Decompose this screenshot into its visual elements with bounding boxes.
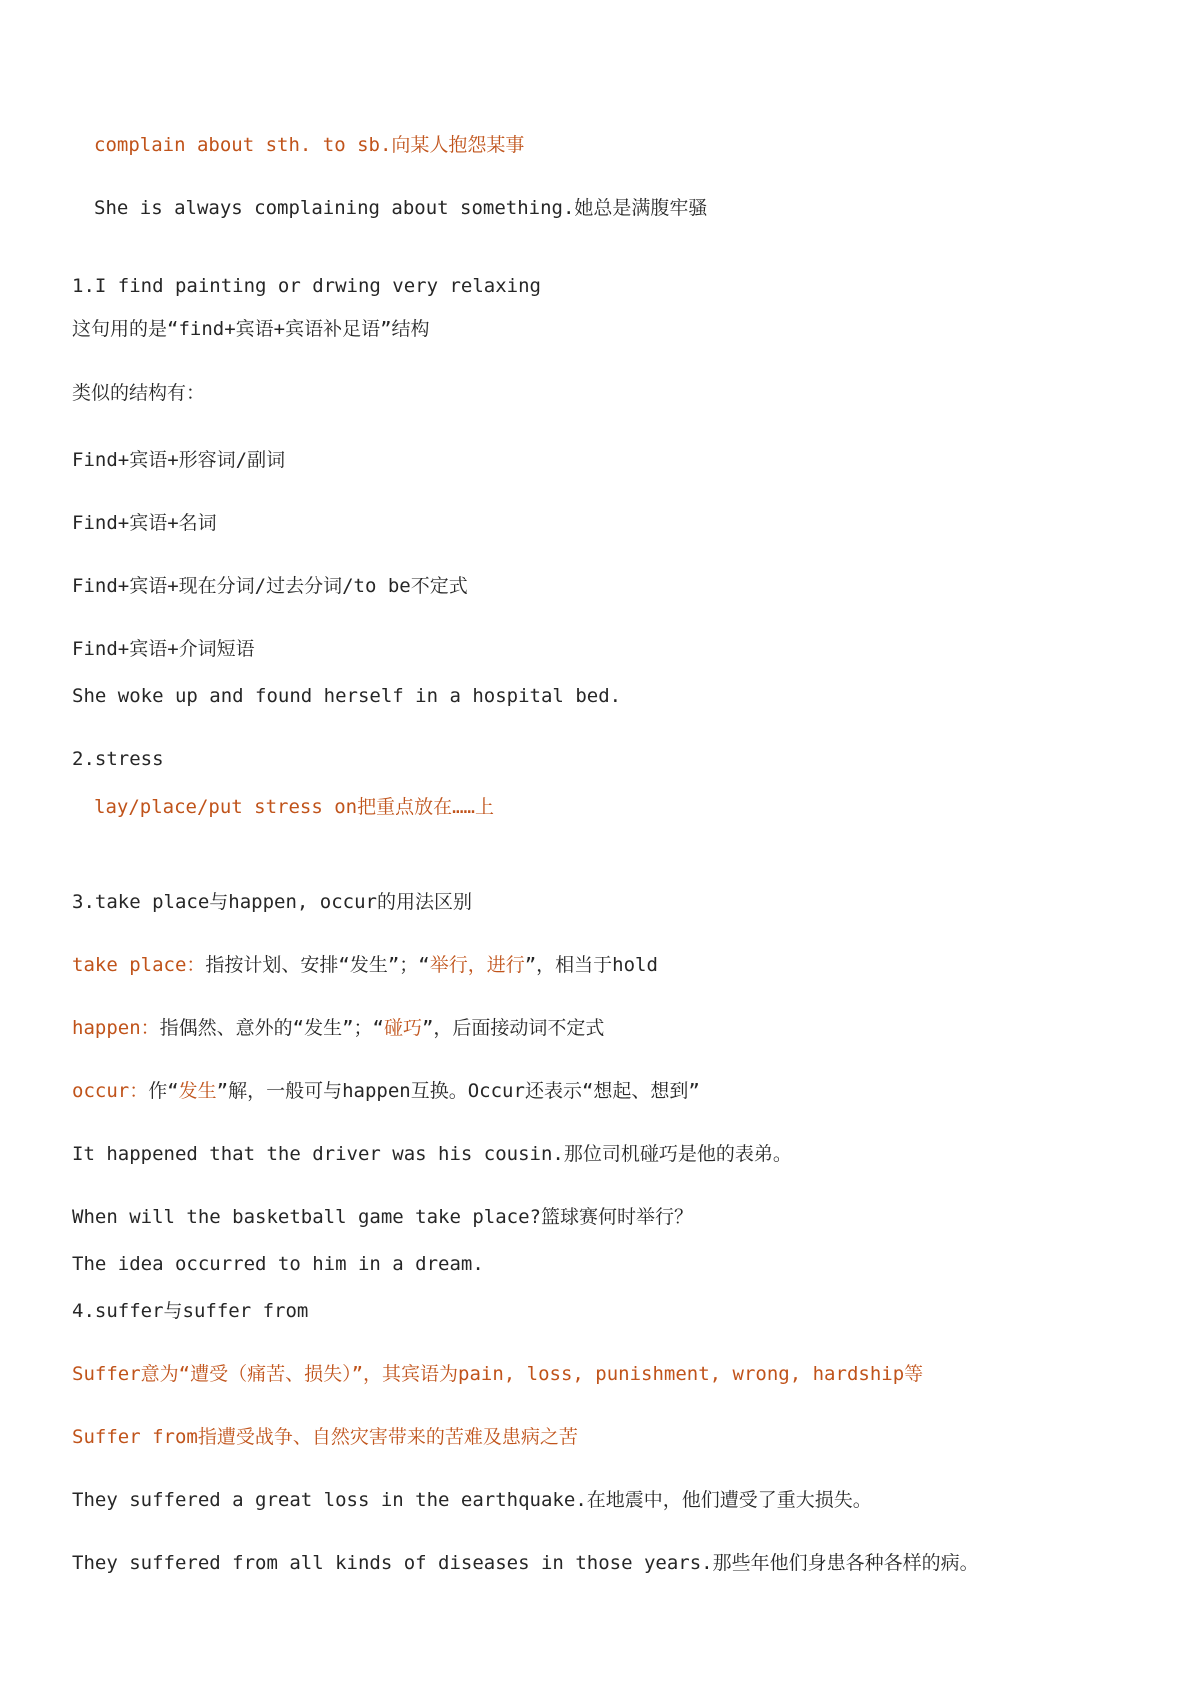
definition-text: ”解，一般可与happen互换。Occur还表示“想起、想到” xyxy=(216,1080,700,1102)
pattern-item: Find+宾语+介词短语 xyxy=(72,638,255,660)
phrase-lay-stress: lay/place/put stress on把重点放在……上 xyxy=(94,796,494,818)
definition-text: 作“ xyxy=(148,1080,179,1102)
example-complaining: She is always complaining about something.她总是满腹牢骚 xyxy=(94,197,708,219)
example-occurred: The idea occurred to him in a dream. xyxy=(72,1253,484,1275)
term-occur: occur： xyxy=(72,1080,149,1102)
phrase-complain-about: complain about sth. to sb.向某人抱怨某事 xyxy=(94,134,525,156)
definition-take-place xyxy=(72,952,658,978)
example-happened: It happened that the driver was his cousin.那位司机碰巧是他的表弟。 xyxy=(72,1143,792,1165)
definition-happen xyxy=(72,1015,604,1041)
definition-highlight: 发生 xyxy=(178,1080,217,1102)
definition-text: 指按计划、安排“发生”；“ xyxy=(205,954,430,976)
definition-text: ”，相当于hold xyxy=(524,954,658,976)
section-4-heading: 4.suffer与suffer from xyxy=(72,1300,309,1322)
example-suffered-from: They suffered from all kinds of diseases in those years.那些年他们身患各种各样的病。 xyxy=(72,1552,979,1574)
definition-highlight: 碰巧 xyxy=(383,1017,422,1039)
section-3-heading: 3.take place与happen, occur的用法区别 xyxy=(72,891,472,913)
pattern-item: Find+宾语+现在分词/过去分词/to be不定式 xyxy=(72,575,468,597)
example-found-herself: She woke up and found herself in a hospital bed. xyxy=(72,685,622,707)
definition-suffer: Suffer意为“遭受（痛苦、损失）”，其宾语为pain, loss, punishment, wrong, hardship等 xyxy=(72,1363,924,1385)
similar-structures-intro: 类似的结构有： xyxy=(72,382,206,404)
example-suffered-loss: They suffered a great loss in the earthquake.在地震中，他们遭受了重大损失。 xyxy=(72,1489,872,1511)
section-1-heading: 1.I find painting or drwing very relaxing xyxy=(72,275,541,297)
structure-note: 这句用的是“find+宾语+宾语补足语”结构 xyxy=(72,318,430,340)
definition-highlight: 举行，进行 xyxy=(429,954,525,976)
example-take-place: When will the basketball game take place?篮球赛何时举行？ xyxy=(72,1206,693,1228)
definition-text: ”，后面接动词不定式 xyxy=(421,1017,605,1039)
definition-suffer-from: Suffer from指遭受战争、自然灾害带来的苦难及患病之苦 xyxy=(72,1426,578,1448)
pattern-item: Find+宾语+名词 xyxy=(72,512,217,534)
pattern-item: Find+宾语+形容词/副词 xyxy=(72,449,286,471)
section-2-heading: 2.stress xyxy=(72,748,164,770)
term-take-place: take place： xyxy=(72,954,206,976)
term-happen: happen： xyxy=(72,1017,160,1039)
definition-text: 指偶然、意外的“发生”；“ xyxy=(159,1017,384,1039)
definition-occur xyxy=(72,1078,700,1104)
